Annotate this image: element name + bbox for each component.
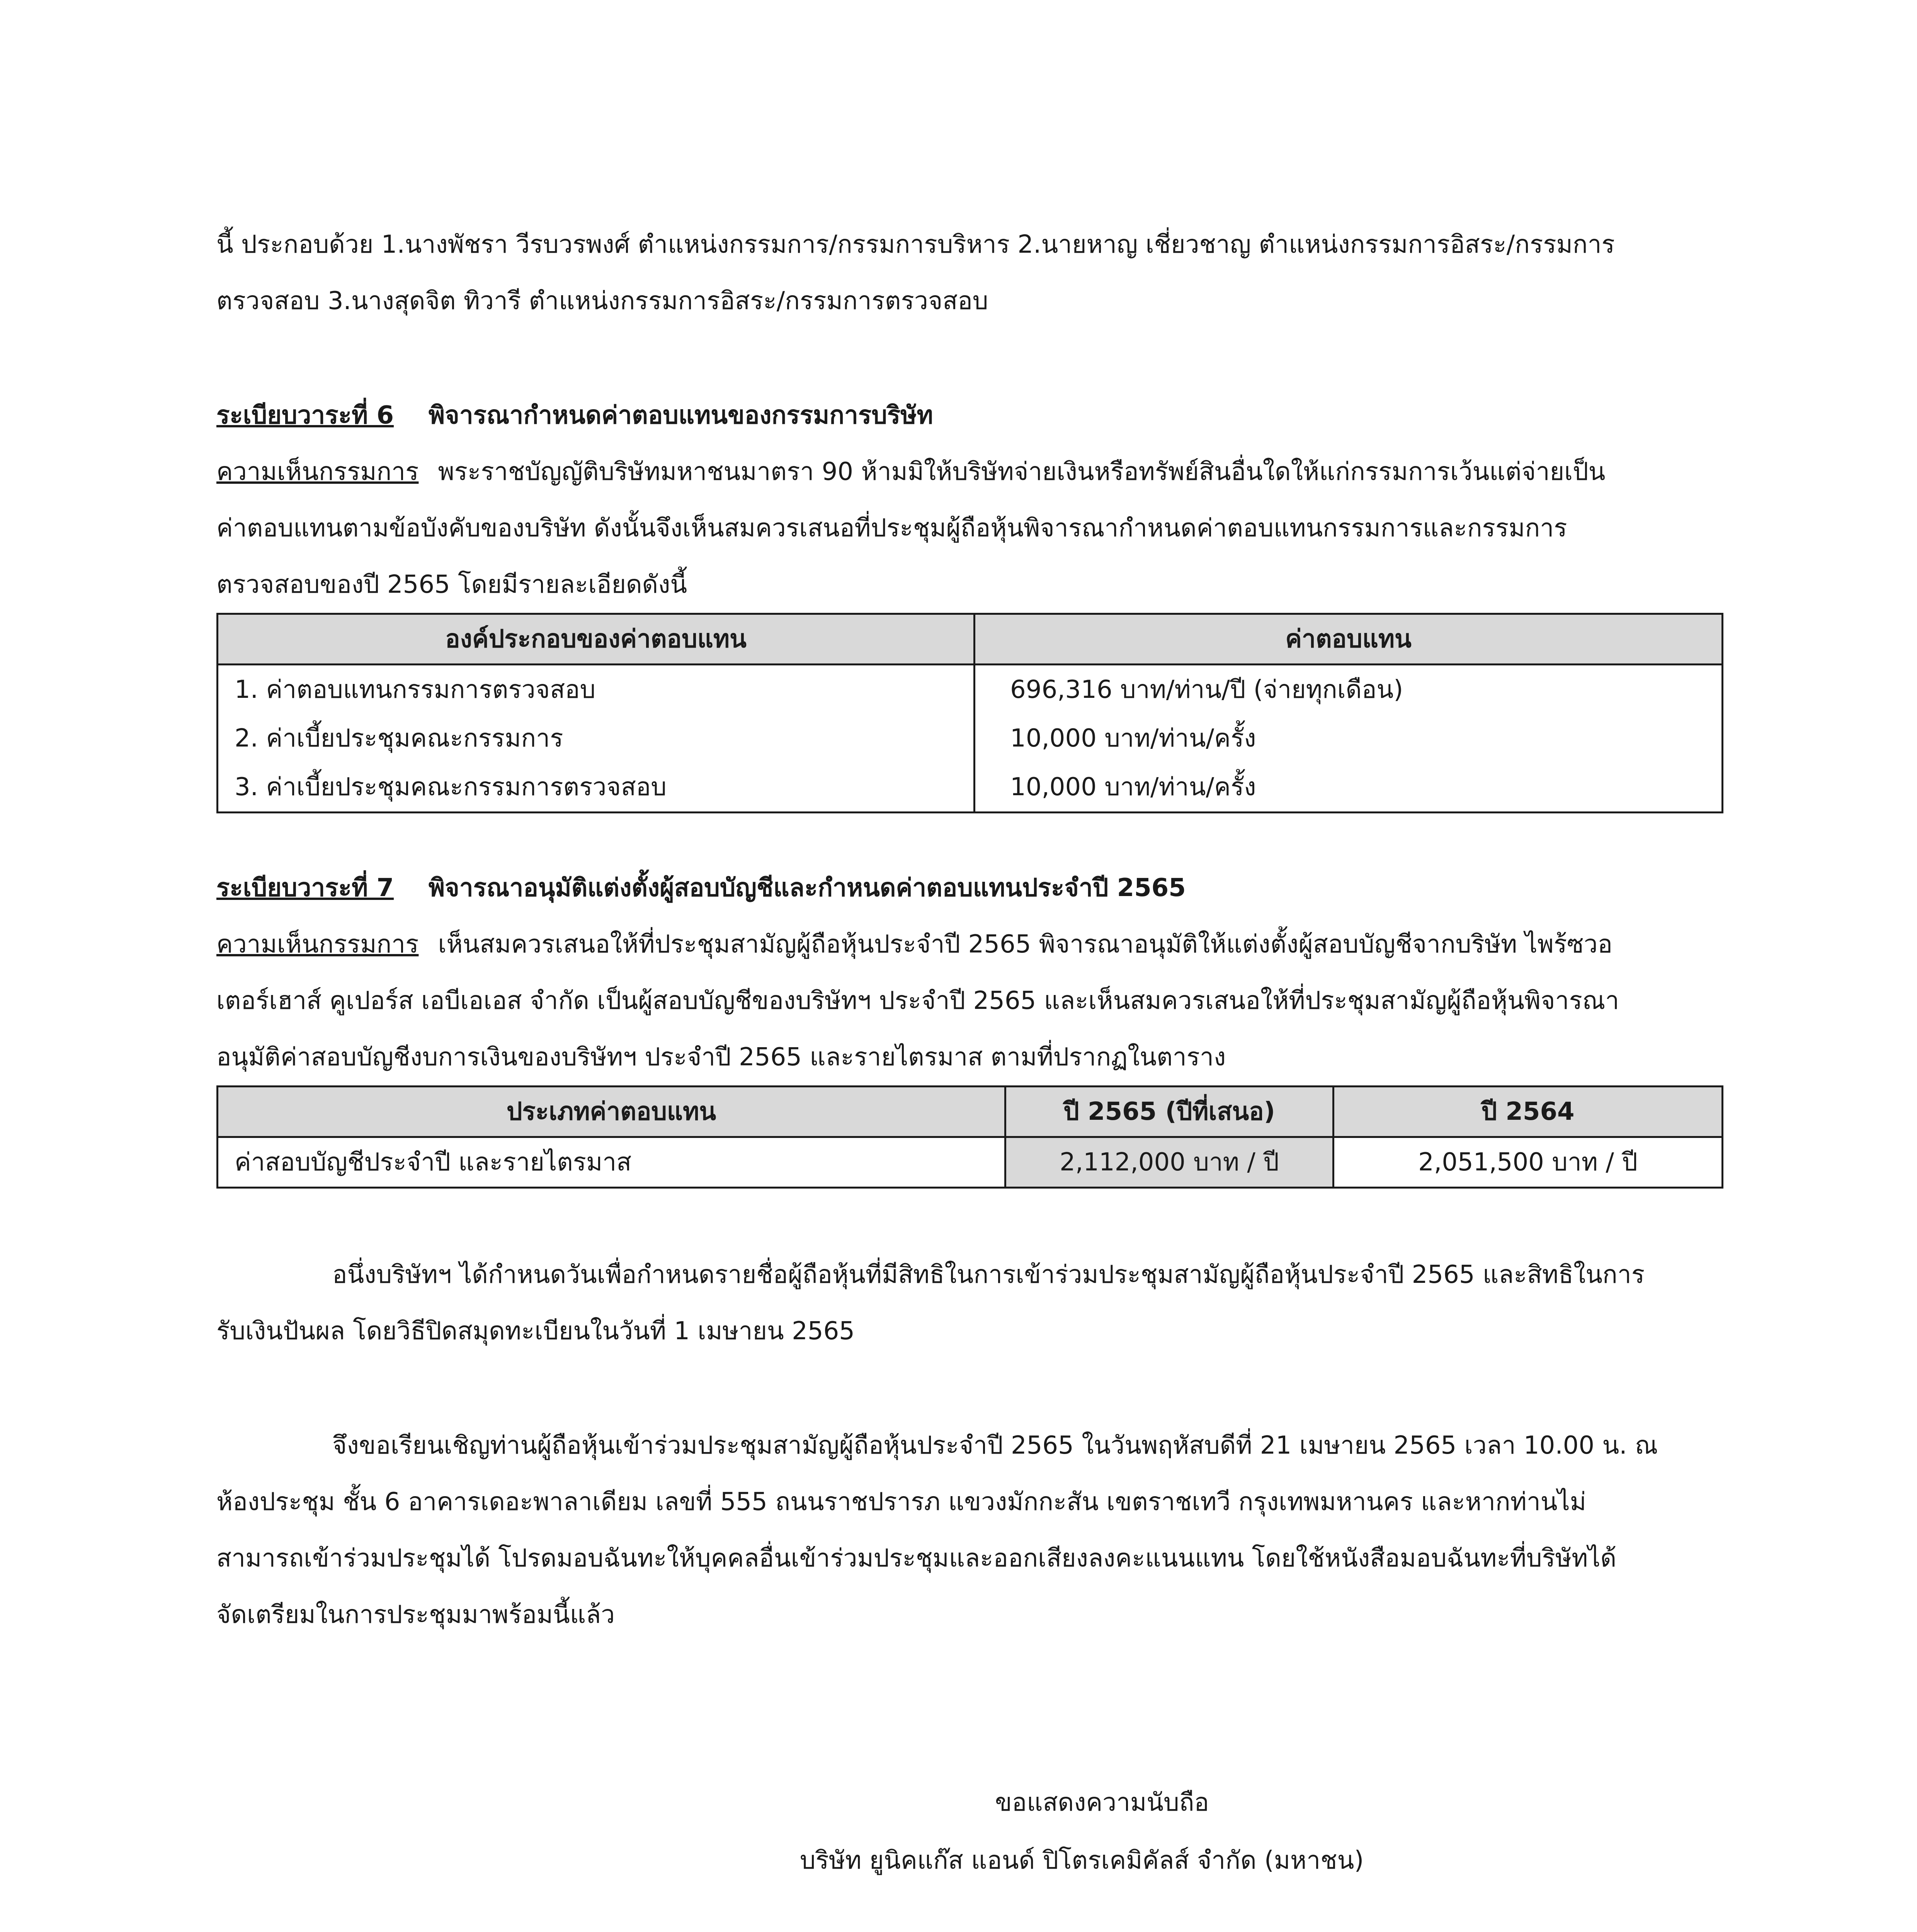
agenda-6-opinion-line-1: ความเห็นกรรมการ พระราชบัญญัติบริษัทมหาชนมาตรา 90 ห้ามมิให้บริษัทจ่ายเงินหรือทรัพย์สินอื่นใดให้แก่กรรมการเว้นแต่จ่ายเป็น bbox=[216, 457, 1606, 486]
record-date-line-1: อนึ่งบริษัทฯ ได้กำหนดวันเพื่อกำหนดรายชื่อผู้ถือหุ้นที่มีสิทธิในการเข้าร่วมประชุมสามัญผู้ถือหุ้นประจำปี 2565 และสิทธิในการ bbox=[332, 1260, 1645, 1289]
table-row bbox=[218, 763, 1723, 813]
intro-line-2: ตรวจสอบ 3.นางสุดจิต ทิวารี ตำแหน่งกรรมการอิสระ/กรรมการตรวจสอบ bbox=[216, 287, 988, 315]
table-header-component: องค์ประกอบของค่าตอบแทน bbox=[218, 614, 975, 665]
audit-fee-table bbox=[216, 1085, 1723, 1189]
table-cell-item: 1. ค่าตอบแทนกรรมการตรวจสอบ bbox=[218, 665, 975, 714]
agenda-7-opinion-label: ความเห็นกรรมการ bbox=[216, 930, 419, 959]
regards-text: ขอแสดงความนับถือ bbox=[995, 1788, 1209, 1817]
table-cell-value: 10,000 บาท/ท่าน/ครั้ง bbox=[975, 763, 1723, 813]
invitation-line-1: จึงขอเรียนเชิญท่านผู้ถือหุ้นเข้าร่วมประชุมสามัญผู้ถือหุ้นประจำปี 2565 ในวันพฤหัสบดีที่ 21 เมษายน 2565 เวลา 10.00 น. ณ bbox=[332, 1431, 1658, 1460]
table-row bbox=[218, 665, 1723, 714]
document-body bbox=[216, 216, 1723, 1643]
table-header-remuneration: ค่าตอบแทน bbox=[975, 614, 1723, 665]
table-cell-item: 3. ค่าเบี้ยประชุมคณะกรรมการตรวจสอบ bbox=[218, 763, 975, 813]
table-cell-item: 2. ค่าเบี้ยประชุมคณะกรรมการ bbox=[218, 714, 975, 763]
table-row bbox=[218, 1137, 1723, 1188]
table-header-row bbox=[218, 1087, 1723, 1137]
agenda-6-title: พิจารณากำหนดค่าตอบแทนของกรรมการบริษัท bbox=[429, 401, 933, 430]
agenda-7-opinion-line-1: ความเห็นกรรมการ เห็นสมควรเสนอให้ที่ประชุมสามัญผู้ถือหุ้นประจำปี 2565 พิจารณาอนุมัติให้แต่งตั้งผู้สอบบัญชีจากบริษัท ไพร้ซวอ bbox=[216, 930, 1613, 959]
agenda-7-opinion-line-3: อนุมัติค่าสอบบัญชีงบการเงินของบริษัทฯ ประจำปี 2565 และรายไตรมาส ตามที่ปรากฏในตาราง bbox=[216, 1043, 1226, 1071]
director-remuneration-table bbox=[216, 613, 1723, 813]
table-header-2565: ปี 2565 (ปีที่เสนอ) bbox=[1005, 1087, 1334, 1137]
agenda-7-opinion-line-2: เตอร์เฮาส์ คูเปอร์ส เอบีเอเอส จำกัด เป็นผู้สอบบัญชีของบริษัทฯ ประจำปี 2565 และเห็นสมควรเสนอให้ที่ประชุมสามัญผู้ถือหุ้นพิจารณา bbox=[216, 986, 1619, 1015]
table-header-row bbox=[218, 614, 1723, 665]
table-cell-value: 696,316 บาท/ท่าน/ปี (จ่ายทุกเดือน) bbox=[975, 665, 1723, 714]
invitation-line-2: ห้องประชุม ชั้น 6 อาคารเดอะพาลาเดียม เลขที่ 555 ถนนราชปรารภ แขวงมักกะสัน เขตราชเทวี กรุงเทพมหานคร และหากท่านไม่ bbox=[216, 1488, 1586, 1516]
record-date-line-2: รับเงินปันผล โดยวิธีปิดสมุดทะเบียนในวันที่ 1 เมษายน 2565 bbox=[216, 1317, 855, 1345]
agenda-6-opinion-line-2: ค่าตอบแทนตามข้อบังคับของบริษัท ดังนั้นจึงเห็นสมควรเสนอที่ประชุมผู้ถือหุ้นพิจารณากำหนดค่าตอบแทนกรรมการและกรรมการ bbox=[216, 514, 1567, 543]
agenda-6-heading bbox=[216, 387, 1723, 444]
invitation-line-3: สามารถเข้าร่วมประชุมได้ โปรดมอบฉันทะให้บุคคลอื่นเข้าร่วมประชุมและออกเสียงลงคะแนนแทน โดยใช้หนังสือมอบฉันทะที่บริษัทได้ bbox=[216, 1544, 1617, 1573]
invitation-line-4: จัดเตรียมในการประชุมมาพร้อมนี้แล้ว bbox=[216, 1600, 615, 1629]
table-header-2564: ปี 2564 bbox=[1334, 1087, 1723, 1137]
table-cell-2565: 2,112,000 บาท / ปี bbox=[1005, 1137, 1334, 1188]
agenda-7-heading bbox=[216, 860, 1723, 916]
agenda-7-title: พิจารณาอนุมัติแต่งตั้งผู้สอบบัญชีและกำหนดค่าตอบแทนประจำปี 2565 bbox=[429, 874, 1186, 902]
agenda-7-number: ระเบียบวาระที่ 7 bbox=[216, 874, 394, 902]
table-row bbox=[218, 714, 1723, 763]
table-cell-2564: 2,051,500 บาท / ปี bbox=[1334, 1137, 1723, 1188]
table-cell-value: 10,000 บาท/ท่าน/ครั้ง bbox=[975, 714, 1723, 763]
agenda-6-number: ระเบียบวาระที่ 6 bbox=[216, 401, 394, 430]
agenda-6-opinion-label: ความเห็นกรรมการ bbox=[216, 457, 419, 486]
table-cell-item: ค่าสอบบัญชีประจำปี และรายไตรมาส bbox=[218, 1137, 1005, 1188]
intro-line-1: นี้ ประกอบด้วย 1.นางพัชรา วีรบวรพงศ์ ตำแหน่งกรรมการ/กรรมการบริหาร 2.นายหาญ เชี่ยวชาญ ตำแหน่งกรรมการอิสระ/กรรมการ bbox=[216, 230, 1615, 259]
table-header-fee-type: ประเภทค่าตอบแทน bbox=[218, 1087, 1005, 1137]
company-name: บริษัท ยูนิคแก๊ส แอนด์ ปิโตรเคมิคัลส์ จำกัด (มหาชน) bbox=[800, 1846, 1364, 1875]
agenda-6-opinion-line-3: ตรวจสอบของปี 2565 โดยมีรายละเอียดดังนี้ bbox=[216, 570, 687, 599]
